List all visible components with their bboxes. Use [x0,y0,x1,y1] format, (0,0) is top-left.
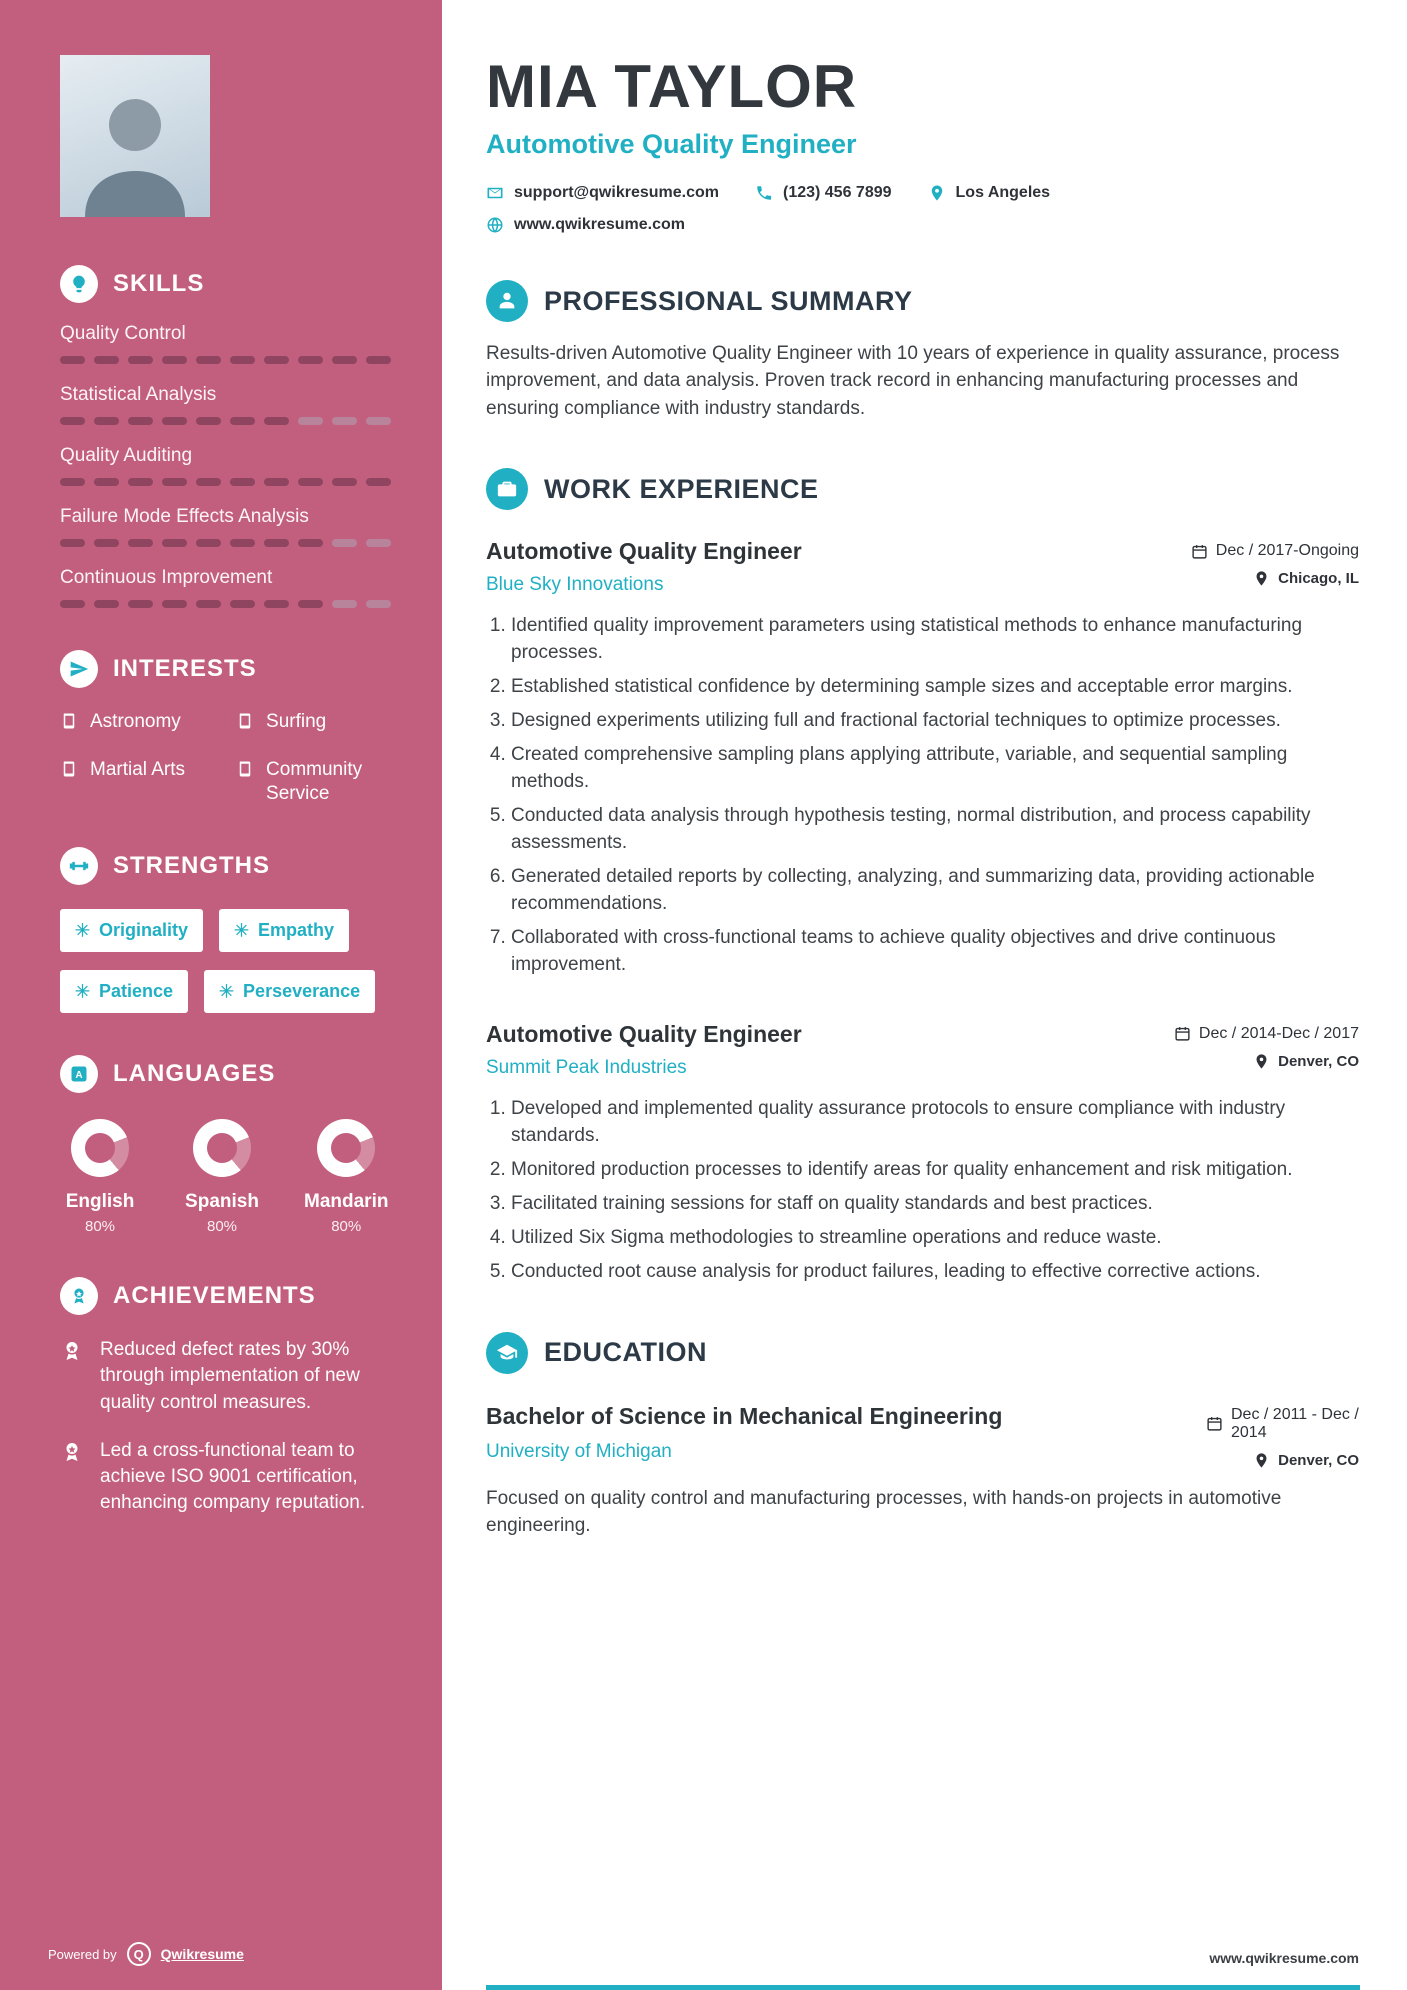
achievements-heading [60,1277,398,1315]
bullet-item: 7. Collaborated with cross-functional teams to achieve quality objectives and drive continuous improvement. [511,925,1341,979]
skill-dash [264,600,289,608]
languages-list [60,1119,398,1235]
education-dates [1206,1406,1359,1442]
qwikresume-brand-link[interactable]: Qwikresume [160,1946,244,1962]
interests-title: INTERESTS [113,655,257,682]
skill-name: Failure Mode Effects Analysis [60,506,309,527]
medal-icon [60,1277,98,1315]
skill-dash [366,539,391,547]
job-dates-text: Dec / 2014-Dec / 2017 [1198,1024,1359,1042]
footer-website[interactable]: www.qwikresume.com [1209,1950,1359,1966]
skill-dash [366,356,391,364]
skill-dash [366,600,391,608]
asterisk-icon [234,923,249,938]
contact-email [486,184,719,202]
phone-text: (123) 456 7899 [782,184,892,201]
email-text[interactable]: support@qwikresume.com [514,184,719,201]
experience-title: WORK EXPERIENCE [544,473,819,504]
skill-dash [128,417,153,425]
skill-dash [162,478,187,486]
job-entry [486,538,1359,979]
skill-dash [94,600,119,608]
experience-section [486,468,1359,1285]
skill-dash [94,356,119,364]
skill-dash [162,539,187,547]
skill-dash [332,600,357,608]
bullet-item: 5. Conducted root cause analysis for product failures, leading to effective corrective actions. [511,1259,1341,1286]
book-icon [60,712,78,730]
location-text: Los Angeles [955,184,1051,201]
job-header [486,538,1359,596]
book-icon [236,712,254,730]
education-left [486,1402,1002,1469]
strengths-list [60,909,380,1013]
bullet-item: 3. Facilitated training sessions for staff on quality standards and best practices. [511,1191,1341,1218]
language-name: English [65,1191,135,1213]
skill-dash [128,539,153,547]
calendar-icon [1191,543,1208,560]
job-left [486,1021,802,1079]
language-donut [193,1119,251,1177]
job-location [1253,570,1359,587]
job-location [1253,1053,1359,1070]
language-item [182,1119,262,1235]
skill-name: Continuous Improvement [60,567,273,588]
contact-website [486,216,685,234]
skill-dash [230,478,255,486]
powered-by-label: Powered by [48,1946,117,1962]
contact-phone [755,184,892,202]
skill-dash [366,417,391,425]
skill-dash [60,600,85,608]
skill-level-bar [60,417,398,425]
bullet-item: 4. Created comprehensive sampling plans applying attribute, variable, and sequential sampling methods. [511,742,1341,796]
skill-dash [332,539,357,547]
skill-dash [332,417,357,425]
strength-icon [60,847,98,885]
skill-item [60,323,398,364]
summary-text: Results-driven Automotive Quality Engineer with 10 years of experience in quality assurance, process improvement, and data analysis. Proven track record in enhancing manufacturing processes and ensuring compliance with industry standards. [486,343,1340,419]
globe-icon [486,216,504,234]
skill-dash [162,356,187,364]
language-item [60,1119,140,1235]
website-text[interactable]: www.qwikresume.com [514,216,686,233]
languages-title: LANGUAGES [113,1060,276,1088]
location-pin-icon [928,184,946,202]
degree-name: Bachelor of Science in Mechanical Engineering [486,1402,1003,1429]
skill-dash [60,356,85,364]
skill-dash [94,539,119,547]
skill-dash [264,539,289,547]
skill-dash [162,417,187,425]
education-location-text: Denver, CO [1278,1451,1359,1469]
job-meta [1191,538,1359,596]
job-bullets [486,1096,1359,1286]
skill-dash [196,600,221,608]
language-percent: 80% [331,1218,362,1236]
job-location-text: Denver, CO [1278,1052,1359,1070]
skill-dash [128,356,153,364]
skills-heading [60,265,398,303]
lightbulb-icon [60,265,98,303]
achievement-medal-icon [60,1440,86,1466]
svg-text:A: A [75,1070,83,1081]
job-left [486,538,802,596]
language-item [304,1119,388,1235]
education-description: Focused on quality control and manufacturing processes, with hands-on projects in automotive engineering. [486,1487,1282,1536]
education-section [486,1332,1359,1540]
job-company: Summit Peak Industries [486,1056,687,1078]
skill-dash [94,478,119,486]
interest-item [236,710,398,734]
job-location-text: Chicago, IL [1278,570,1359,588]
school-name: University of Michigan [486,1441,672,1463]
language-name: Mandarin [304,1191,389,1213]
skill-dash [128,600,153,608]
education-location [1253,1452,1359,1469]
bullet-item: 2. Established statistical confidence by determining sample sizes and acceptable error margins. [511,674,1341,701]
achievements-section [60,1277,398,1516]
skill-dash [196,417,221,425]
strength-chip [60,909,203,952]
interests-list [60,710,398,805]
main-content [442,0,1407,1990]
location-pin-icon [1253,570,1270,587]
summary-title: PROFESSIONAL SUMMARY [544,285,913,316]
asterisk-icon [219,984,234,999]
briefcase-person-icon [486,468,528,510]
education-entry [486,1402,1359,1540]
book-icon [236,760,254,778]
skill-dash [332,478,357,486]
interest-item [236,758,398,806]
skill-item [60,506,398,547]
job-company: Blue Sky Innovations [486,574,664,596]
skill-item [60,567,398,608]
summary-section [486,280,1359,422]
skill-name: Statistical Analysis [60,384,217,405]
person-silhouette-icon [70,77,200,217]
job-header [486,1021,1359,1079]
email-icon [486,184,504,202]
profile-photo [60,55,210,217]
skill-dash [298,478,323,486]
sidebar [0,0,442,1990]
bullet-item: 6. Generated detailed reports by collecting, analyzing, and summarizing data, providing actionable recommendations. [511,864,1341,918]
skills-section [60,265,398,608]
skill-dash [162,600,187,608]
skill-dash [230,539,255,547]
strength-label: Patience [99,981,174,1002]
language-percent: 80% [206,1218,238,1236]
bullet-item: 1. Developed and implemented quality assurance protocols to ensure compliance with industry standards. [511,1096,1341,1150]
strength-chip [219,909,349,952]
contact-row-2 [486,216,1359,234]
strengths-section [60,847,398,1013]
skill-name: Quality Auditing [60,445,193,466]
skill-dash [196,478,221,486]
education-dates-text: Dec / 2011 - Dec / 2014 [1231,1405,1359,1441]
interest-label: Community Service [266,758,363,804]
education-title: EDUCATION [544,1337,707,1368]
education-header [486,1402,1359,1469]
contact-row [486,184,1359,202]
contact-location [928,184,1051,202]
asterisk-icon [75,923,90,938]
languages-heading [60,1055,398,1093]
paper-plane-icon [60,650,98,688]
skills-title: SKILLS [113,270,205,297]
skill-item [60,445,398,486]
skill-dash [298,600,323,608]
language-name: Spanish [185,1191,259,1213]
skill-dash [196,356,221,364]
skill-dash [298,356,323,364]
user-icon [486,280,528,322]
achievement-item [60,1337,398,1416]
strength-label: Originality [99,920,189,941]
skill-level-bar [60,539,398,547]
graduation-cap-icon [486,1332,528,1374]
bottom-accent-line [486,1985,1360,1990]
qwikresume-logo-icon: Q [127,1942,151,1966]
languages-icon [60,1055,98,1093]
interests-section [60,650,398,805]
interest-label: Martial Arts [90,758,186,780]
experience-heading [486,468,1359,510]
achievements-title: ACHIEVEMENTS [113,1282,316,1310]
location-pin-icon [1253,1053,1270,1070]
skill-dash [264,417,289,425]
skill-level-bar [60,356,398,364]
skill-level-bar [60,600,398,608]
job-dates [1174,1025,1359,1043]
skill-dash [94,417,119,425]
candidate-title: Automotive Quality Engineer [486,129,857,159]
calendar-icon [1206,1415,1223,1432]
skill-item [60,384,398,425]
strength-label: Perseverance [243,981,361,1002]
job-role: Automotive Quality Engineer [486,1020,802,1047]
phone-icon [755,184,773,202]
language-percent: 80% [84,1218,116,1236]
achievement-medal-icon [60,1339,86,1365]
strength-chip [204,970,375,1013]
strength-chip [60,970,188,1013]
interest-item [60,710,230,734]
asterisk-icon [75,984,90,999]
achievement-text: Led a cross-functional team to achieve ISO 9001 certification, enhancing company reputation. [100,1439,366,1514]
job-dates [1191,542,1359,560]
bullet-item: 5. Conducted data analysis through hypothesis testing, normal distribution, and process capability assessments. [511,803,1341,857]
achievement-text: Reduced defect rates by 30% through implementation of new quality control measures. [100,1339,360,1413]
job-bullets [486,613,1359,979]
language-donut [317,1119,375,1177]
calendar-icon [1174,1025,1191,1042]
skill-dash [264,356,289,364]
skill-dash [298,539,323,547]
job-meta [1174,1021,1359,1079]
language-donut [71,1119,129,1177]
skill-dash [230,600,255,608]
job-dates-text: Dec / 2017-Ongoing [1215,542,1359,560]
job-entry [486,1021,1359,1286]
skill-dash [298,417,323,425]
bullet-item: 4. Utilized Six Sigma methodologies to streamline operations and reduce waste. [511,1225,1341,1252]
interests-heading [60,650,398,688]
summary-heading [486,280,1359,322]
skill-dash [264,478,289,486]
skill-dash [60,478,85,486]
candidate-name: MIA TAYLOR [486,53,858,120]
strength-label: Empathy [258,920,335,941]
job-role: Automotive Quality Engineer [486,538,802,565]
book-icon [60,760,78,778]
interest-label: Surfing [266,711,327,732]
skill-dash [128,478,153,486]
achievement-item [60,1438,398,1517]
skill-dash [196,539,221,547]
bullet-item: 2. Monitored production processes to identify areas for quality enhancement and risk mitigation. [511,1157,1341,1184]
skill-dash [60,539,85,547]
bullet-item: 3. Designed experiments utilizing full and fractional factorial techniques to optimize processes. [511,708,1341,735]
bullet-item: 1. Identified quality improvement parameters using statistical methods to enhance manufacturing processes. [511,613,1341,667]
skill-level-bar [60,478,398,486]
powered-by [48,1942,244,1966]
skill-dash [332,356,357,364]
skill-name: Quality Control [60,323,186,344]
languages-section [60,1055,398,1235]
strengths-title: STRENGTHS [113,852,271,880]
education-meta [1206,1402,1359,1469]
skill-dash [60,417,85,425]
skill-dash [230,417,255,425]
education-heading [486,1332,1359,1374]
skill-dash [366,478,391,486]
skill-dash [230,356,255,364]
location-pin-icon [1253,1452,1270,1469]
interest-label: Astronomy [90,711,181,732]
strengths-heading [60,847,398,885]
interest-item [60,758,230,806]
